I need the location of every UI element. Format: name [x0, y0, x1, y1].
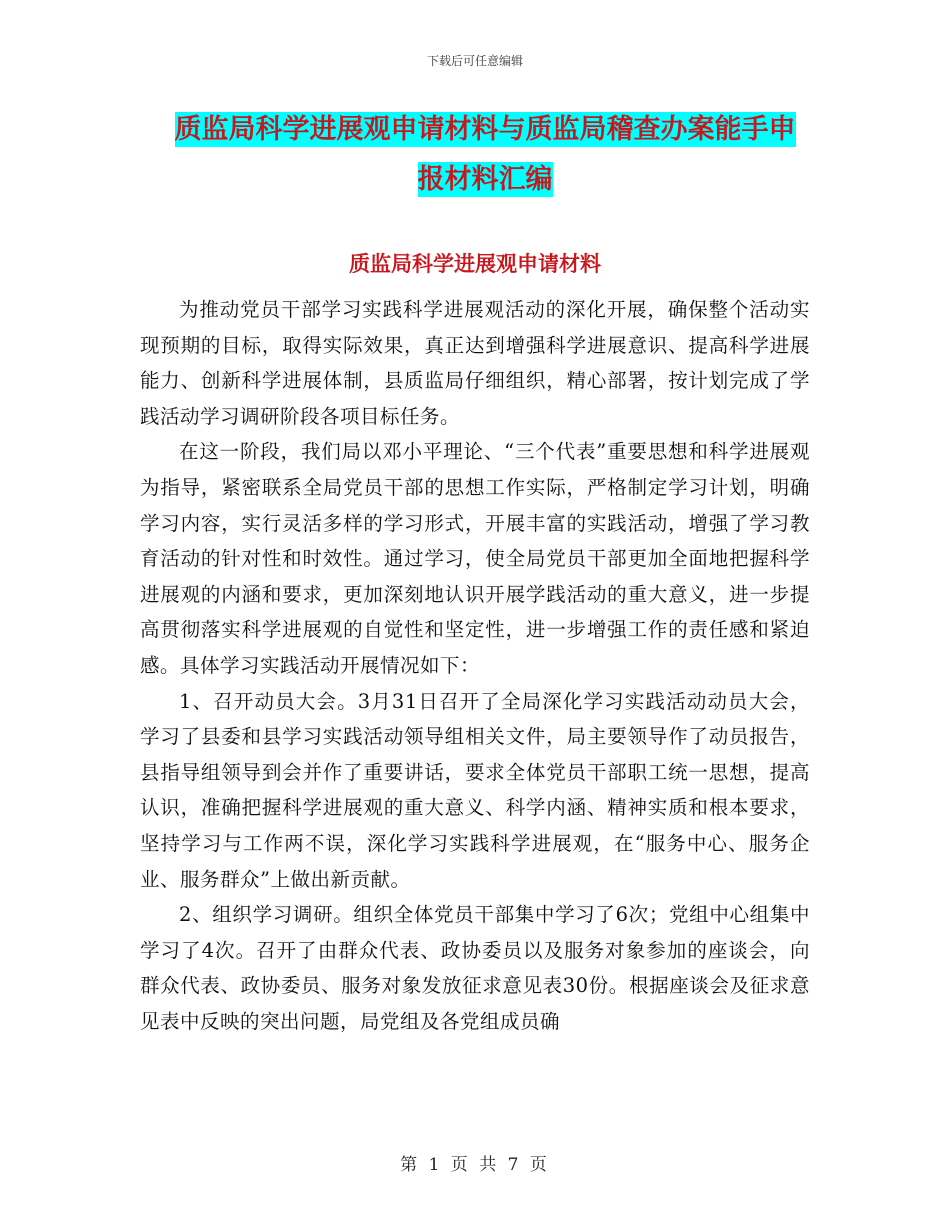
- paragraph-1: 为推动党员干部学习实践科学进展观活动的深化开展，确保整个活动实现预期的目标，取得实际效果，真正达到增强科学进展意识、提高科学进展能力、创新科学进展体制，县质监局仔细组织，精心部署，按计划完成了学践活动学习调研阶段各项目标任务。: [140, 298, 810, 428]
- page-number: 第 1 页 共 7 页: [400, 1155, 550, 1175]
- paragraph-3: 1、召开动员大会。3月31日召开了全局深化学习实践活动动员大会，学习了县委和县学习实践活动领导组相关文件，局主要领导作了动员报告，县指导组领导到会并作了重要讲话，要求全体党员干部职工统一思想，提高认识，准确把握科学进展观的重大意义、科学内涵、精神实质和根本要求，坚持学习与工作两不误，深化学习实践科学进展观，在“服务中心、服务企业、服务群众”上做出新贡献。: [140, 689, 810, 891]
- document-title-line-2: 报材料汇编: [417, 164, 553, 195]
- header-note: 下载后可任意编辑: [426, 54, 523, 68]
- paragraph-2: 在这一阶段，我们局以邓小平理论、“三个代表”重要思想和科学进展观为指导，紧密联系全局党员干部的思想工作实际，严格制定学习计划，明确学习内容，实行灵活多样的学习形式，开展丰富的实践活动，增强了学习教育活动的针对性和时效性。通过学习，使全局党员干部更加全面地把握科学进展观的内涵和要求，更加深刻地认识开展学践活动的重大意义，进一步提高贯彻落实科学进展观的自觉性和坚定性，进一步增强工作的责任感和紧迫感。具体学习实践活动开展情况如下：: [140, 440, 810, 677]
- document-title: [160, 105, 810, 205]
- section-title: 质监局科学进展观申请材料: [349, 252, 601, 276]
- body-text: [140, 292, 810, 1039]
- paragraph-4: 2、组织学习调研。组织全体党员干部集中学习了6次；党组中心组集中学习了4次。召开了由群众代表、政协委员以及服务对象参加的座谈会，向群众代表、政协委员、服务对象发放征求意见表30份。根据座谈会及征求意见表中反映的突出问题，局党组及各党组成员确: [140, 903, 810, 1033]
- document-title-line-1: 质监局科学进展观申请材料与质监局稽查办案能手申: [174, 114, 796, 145]
